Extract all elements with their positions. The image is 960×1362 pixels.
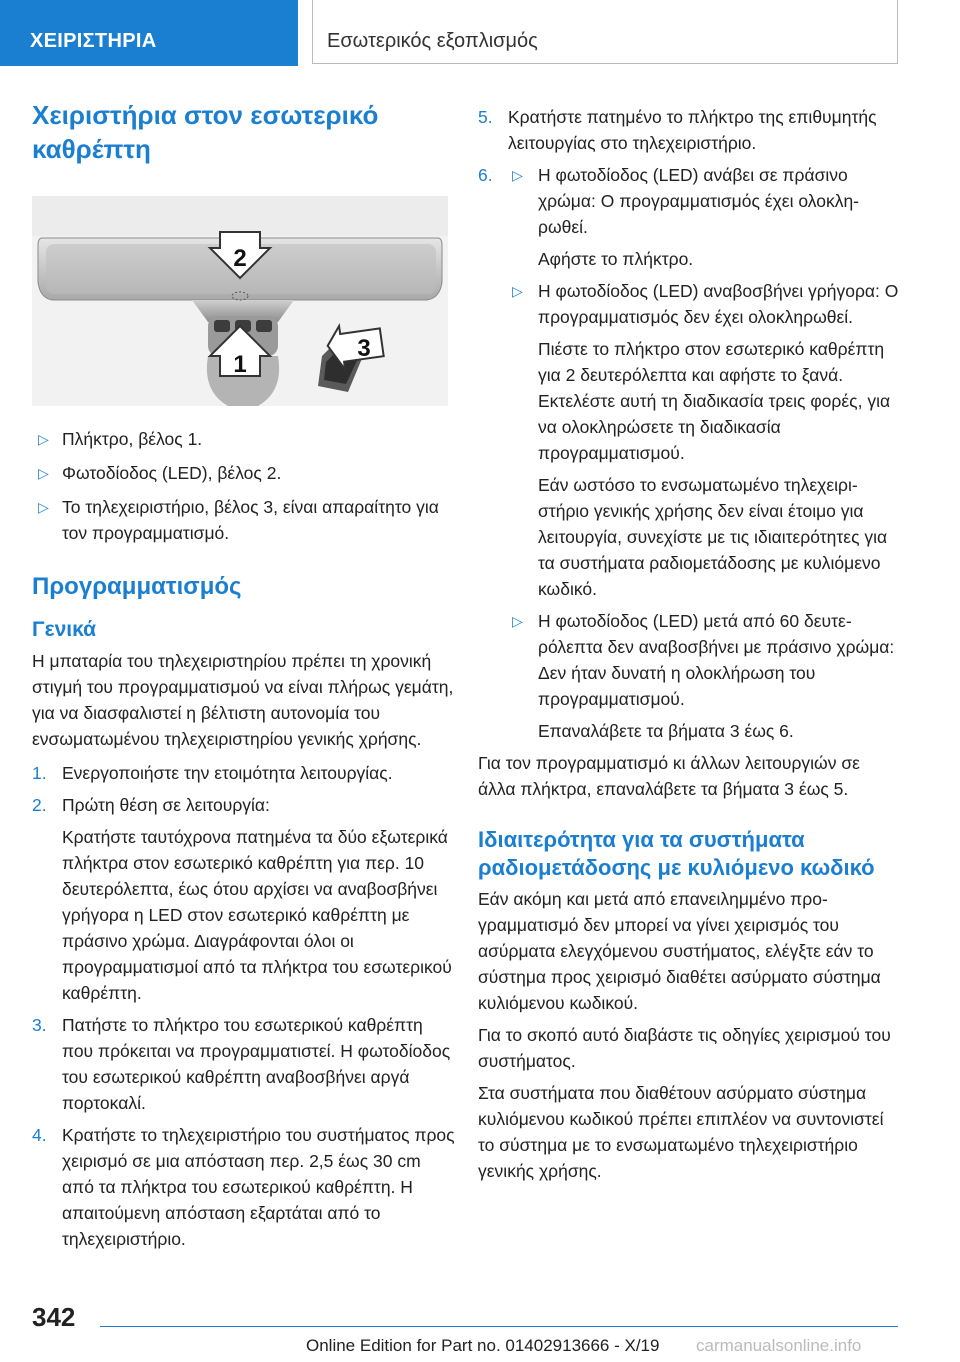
left-column <box>32 98 456 1258</box>
step-item: 6. ▷ Η φωτοδίοδος (LED) ανάβει σε πράσινο χρώμα: Ο προγραμματισμός έχει ολοκληρωθεί. <box>478 162 902 240</box>
subsection-title: Γενικά <box>32 618 97 641</box>
right-column <box>478 104 902 1190</box>
footer-divider <box>100 1326 898 1327</box>
step-note: Αφήστε το πλήκτρο. <box>538 249 694 269</box>
case-paragraph: Επαναλάβετε τα βήματα 3 έως 6. <box>538 721 794 741</box>
arrow-2-label: 2 <box>233 245 247 272</box>
paragraph: Στα συστήματα που διαθέτουν ασύρματο σύστημα κυλιόμενου κωδικού πρέπει επιπλέον να συντονιστεί το σύστημα με το ενσωματωμένο τηλεχειριστήριο γενικής χρήσης. <box>478 1083 884 1181</box>
mirror-figure <box>32 196 448 406</box>
bullet-item: ▷ Η φωτοδίοδος (LED) αναβοσβήνει γρήγορα: Ο προγραμματισμός δεν έχει ολοκληρωθεί. <box>478 278 902 330</box>
page-number: 342 <box>32 1302 76 1332</box>
step-item: 2. Πρώτη θέση σε λειτουργία: <box>32 795 270 815</box>
page-title: Χειριστήρια στον εσωτερικό καθρέπτη <box>32 100 379 164</box>
chapter-title: Εσωτερικός εξοπλισμός <box>312 0 898 64</box>
triangle-bullet-icon: ▷ <box>512 613 523 629</box>
watermark: carmanualsonline.info <box>696 1336 862 1355</box>
mirror-illustration <box>32 196 448 406</box>
step-item: 3. Πατήστε το πλήκτρο του εσωτερικού καθρέπτη που πρόκειται να προγραμματιστεί. Η φωτοδίοδος του εσωτερικού καθρέπτη αναβοσβήνει αργά πορτοκαλί. <box>32 1015 451 1113</box>
case-paragraph: Εάν ωστόσο το ενσωματωμένο τηλεχειριστήριο γενικής χρήσης δεν είναι έτοιμο για λειτουργία, συνεχίστε με τις ιδιαιτερότητες για τα συστήματα ραδιομετάδοσης με κυλιόμενο κωδικό. <box>538 475 888 599</box>
step-item: 4. Κρατήστε το τηλεχειριστήριο του συστήματος προς χειρισμό σε μια απόσταση περ. 2,5 έως 30 cm από τα πλήκτρα του εσωτερικού καθρέπτη. Η απαιτούμενη απόσταση εξαρτάται από το τηλεχειριστήριο. <box>32 1125 455 1249</box>
subsection-title: Ιδιαιτερότητα για τα συστήματα ραδιομετάδοσης με κυλιόμενο κωδικό <box>478 827 875 880</box>
triangle-bullet-icon: ▷ <box>512 283 523 299</box>
page-footer <box>0 1290 960 1362</box>
bullet-item: ▷ Πλήκτρο, βέλος 1. <box>32 426 456 452</box>
intro-paragraph: Η μπαταρία του τηλεχειριστηρίου πρέπει τη χρονική στιγμή του προγραμματισμού να είναι πλήρως γεμάτη, για να διασφαλιστεί η βέλτιστη αυτονομία του ενσωματωμένου τηλεχειριστηρίου γενικής χρήσης. <box>32 651 454 749</box>
bullet-item: ▷ Η φωτοδίοδος (LED) μετά από 60 δευτερόλεπτα δεν αναβοσβήνει με πράσινο χρώμα: Δεν ήταν δυνατή η ολοκλήρωση του προγραμματισμού. <box>478 608 902 712</box>
section-title: Προγραμματισμός <box>32 573 242 600</box>
paragraph: Για το σκοπό αυτό διαβάστε τις οδηγίες χειρισμού του συστήματος. <box>478 1025 891 1071</box>
step-item: 1. Ενεργοποιήστε την ετοιμότητα λειτουργίας. <box>32 763 393 783</box>
paragraph: Για τον προγραμματισμό κι άλλων λειτουργιών σε άλλα πλήκτρα, επαναλάβετε τα βήματα 3 έως 5. <box>478 753 860 799</box>
step-item: 5. Κρατήστε πατημένο το πλήκτρο της επιθυμητής λειτουργίας στο τηλεχειριστήριο. <box>478 107 877 153</box>
triangle-bullet-icon: ▷ <box>38 431 49 447</box>
triangle-bullet-icon: ▷ <box>38 465 49 481</box>
page-header <box>0 0 960 66</box>
paragraph: Εάν ακόμη και μετά από επανειλημμένο προγραμματισμό δεν μπορεί να γίνει χειρισμός του ασύρματα ελεγχόμενου συστήματος, ελέγξτε εάν το σύστημα προς χειρισμό διαθέτει ασύρματο σύστημα κυλιόμενου κωδικού. <box>478 889 881 1013</box>
triangle-bullet-icon: ▷ <box>512 167 523 183</box>
triangle-bullet-icon: ▷ <box>38 499 49 515</box>
bullet-item: ▷ Το τηλεχειριστήριο, βέλος 3, είναι απαραίτητο για τον προγραμματισμό. <box>32 494 456 546</box>
bullet-item: ▷ Φωτοδίοδος (LED), βέλος 2. <box>32 460 456 486</box>
arrow-1-label: 1 <box>233 351 247 378</box>
case-paragraph: Πιέστε το πλήκτρο στον εσωτερικό καθρέπτη για 2 δευτερόλεπτα και αφήστε το ξανά. Εκτελέστε αυτή τη διαδικασία τρεις φορές, για να ολοκληρώσετε τη διαδικασία προγραμματισμού. <box>538 339 891 463</box>
section-tab: ΧΕΙΡΙΣΤΗΡΙΑ <box>0 0 298 66</box>
step-detail: Κρατήστε ταυτόχρονα πατημένα τα δύο εξωτερικά πλήκτρα στον εσωτερικό καθρέπτη για περ. 10 δευτερόλεπτα, έως ότου αρχίσει να αναβοσβήνει γρήγορα η LED στον εσωτερικό καθρέπτη με πράσινο χρώμα. Διαγράφονται όλοι οι προγραμματισμοί από τα πλήκτρα του εσωτερικού καθρέπτη. <box>62 827 452 1003</box>
arrow-3-label: 3 <box>357 335 371 362</box>
edition-text: Online Edition for Part no. 01402913666 - X/19 <box>306 1336 660 1355</box>
